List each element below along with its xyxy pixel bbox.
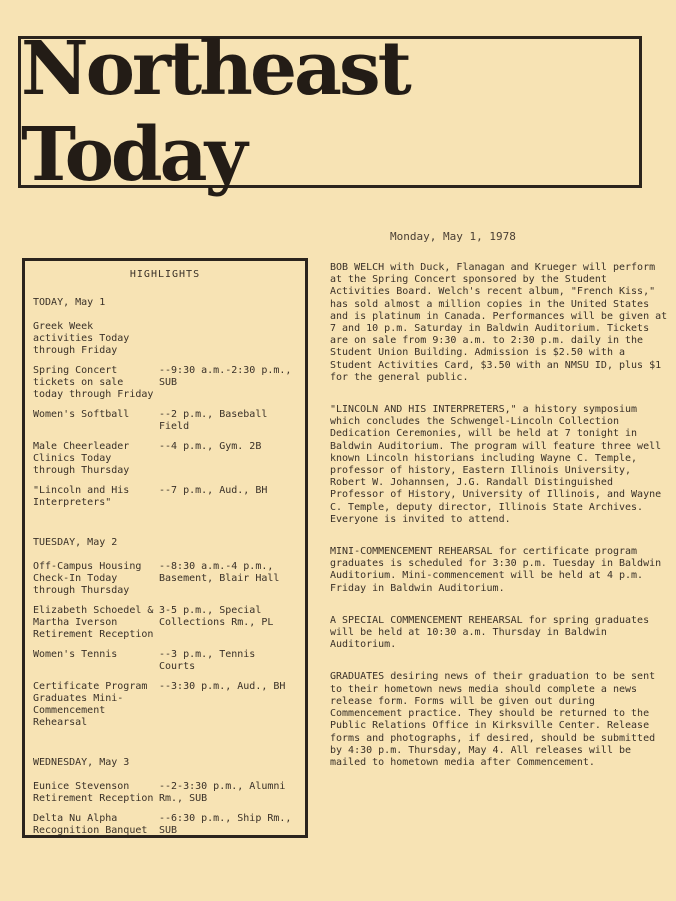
event-name: Spring Concert tickets on sale today through Friday <box>33 365 154 400</box>
event-detail: --2-3:30 p.m., Alumni Rm., SUB <box>159 781 286 804</box>
event-detail: --2 p.m., Baseball Field <box>159 409 268 432</box>
event-name: Off-Campus Housing Check-In Today through Thursday <box>33 561 142 596</box>
event-detail: --3 p.m., Tennis Courts <box>159 649 256 672</box>
event-detail <box>159 321 297 357</box>
article-commencement-rehearsal: A SPECIAL COMMENCEMENT REHEARSAL for spring graduates will be held at 10:30 a.m. Thursday in Baldwin Auditorium. <box>330 614 650 651</box>
event-detail: --7 p.m., Aud., BH <box>159 485 268 496</box>
event-name: Greek Week activities Today through Friday <box>33 321 130 356</box>
event-row <box>33 485 297 509</box>
article-lincoln-symposium: "LINCOLN AND HIS INTERPRETERS," a history symposium which concludes the Schwengel-Lincoln Collection Dedication Ceremonies, will be held at 7 tonight in Baldwin Auditorium. The program will feature three well known Lincoln historians including Wayne C. Temple, professor of history, Eastern Illinois University, Robert W. Johannsen, J.G. Randall Distinguished Professor of History, University of Illinois, and Wayne C. Temple, deputy director, Illinois State Archives. Everyone is invited to attend. <box>330 404 662 525</box>
event-row <box>33 681 297 729</box>
event-row <box>33 781 297 805</box>
day-heading: WEDNESDAY, May 3 <box>33 757 130 768</box>
article-spring-concert: BOB WELCH with Duck, Flanagan and Krueger will perform at the Spring Concert sponsored by the Student Activities Board. Welch's recent album, "French Kiss," has sold almost a million copies in the United States and is platinum in Canada. Performances will be given at 7 and 10 p.m. Saturday in Baldwin Auditorium. Tickets are on sale from 9:30 a.m. to 2:30 p.m. daily in the Student Union Building. Admission is $2.50 with a Student Activities Card, $3.50 with an NMSU ID, plus $1 for the general public. <box>330 262 668 383</box>
event-row <box>33 813 297 837</box>
event-detail: 3-5 p.m., Special Collections Rm., PL <box>159 605 274 628</box>
event-name: Eunice Stevenson Retirement Reception <box>33 781 154 804</box>
dateline: Monday, May 1, 1978 <box>390 230 516 243</box>
highlights-title: HIGHLIGHTS <box>129 269 201 280</box>
event-name: Women's Tennis <box>33 649 118 660</box>
masthead <box>18 26 642 198</box>
spacer <box>33 517 297 537</box>
event-name: "Lincoln and His Interpreters" <box>33 485 130 508</box>
event-row <box>33 605 297 641</box>
event-name: Male Cheerleader Clinics Today through Thursday <box>33 441 130 476</box>
event-name: Elizabeth Schoedel & Martha Iverson Retirement Reception <box>33 605 154 640</box>
event-row <box>33 365 297 401</box>
day-heading: TUESDAY, May 2 <box>33 537 118 548</box>
spacer <box>33 737 297 757</box>
newsletter-title: Northeast Today <box>21 26 409 198</box>
article-mini-commencement: MINI-COMMENCEMENT REHEARSAL for certificate program graduates is scheduled for 3:30 p.m. Tuesday in Baldwin Auditorium. Mini-commencement will be held at 4 p.m. Friday in Baldwin Auditorium. <box>330 546 662 594</box>
event-row <box>33 649 297 673</box>
event-row <box>33 561 297 597</box>
event-row <box>33 441 297 477</box>
event-row <box>33 321 297 357</box>
event-detail: --4 p.m., Gym. 2B <box>159 441 262 452</box>
event-name: Certificate Program Graduates Mini-Commencement Rehearsal <box>33 681 148 728</box>
event-name: Delta Nu Alpha Recognition Banquet <box>33 813 148 836</box>
event-detail: --9:30 a.m.-2:30 p.m., SUB <box>159 365 292 388</box>
articles-column <box>330 262 668 789</box>
highlights-box <box>22 258 308 838</box>
event-detail: --6:30 p.m., Ship Rm., SUB <box>159 813 292 836</box>
event-row <box>33 409 297 433</box>
article-graduates-news: GRADUATES desiring news of their graduation to be sent to their hometown news media should complete a news release form. Forms will be given out during Commencement practice. They should be returned to the Public Relations Office in Kirksville Center. Release forms and photographs, if desired, should be submitted by 4:30 p.m. Thursday, May 4. All releases will be mailed to hometown media after Commencement. <box>330 671 656 768</box>
day-heading: TODAY, May 1 <box>33 297 106 308</box>
event-detail: --3:30 p.m., Aud., BH <box>159 681 286 692</box>
event-name: Women's Softball <box>33 409 130 420</box>
event-detail: --8:30 a.m.-4 p.m., Basement, Blair Hall <box>159 561 280 584</box>
